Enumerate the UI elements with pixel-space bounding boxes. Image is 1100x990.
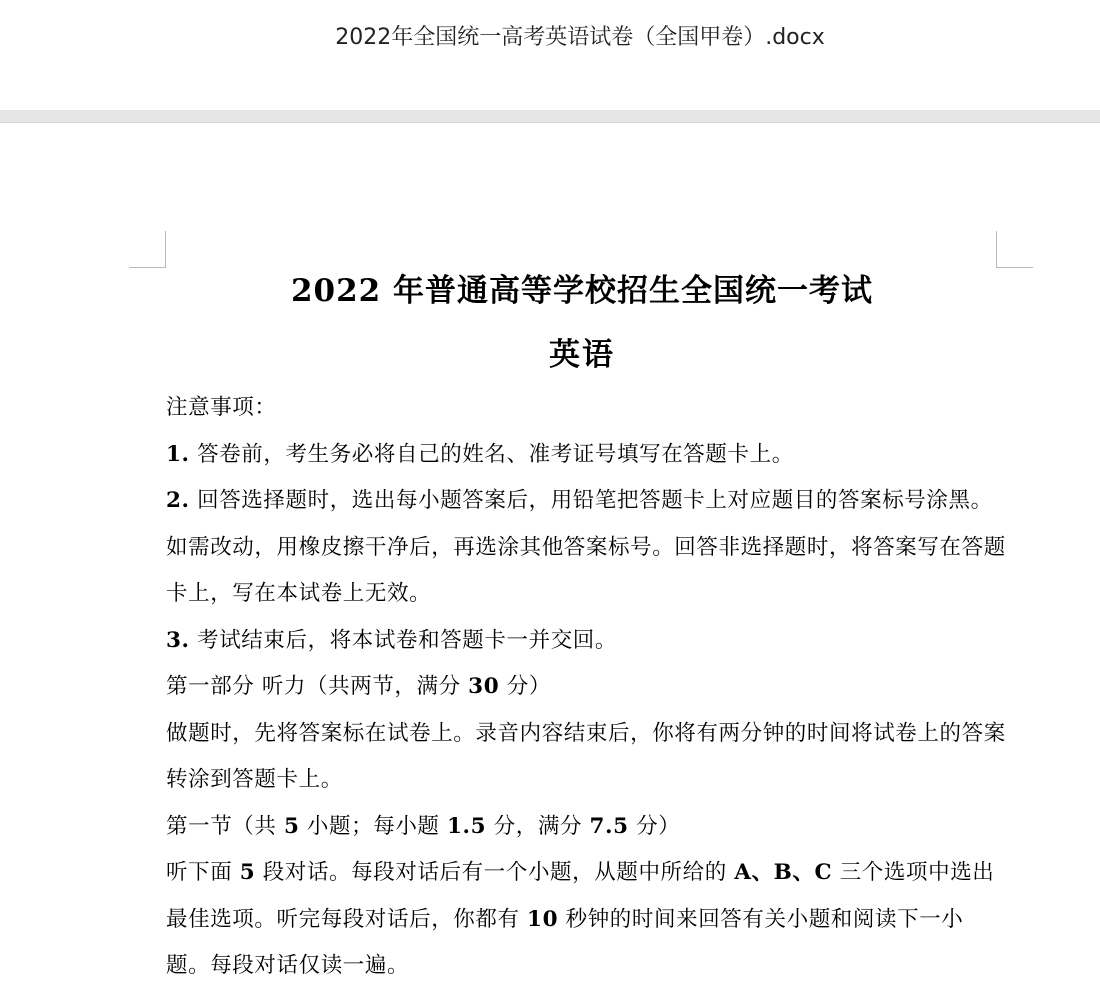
margin-corner-right [996,231,1033,268]
item-text: 考试结束后，将本试卷和答题卡一并交回。 [189,627,617,653]
exam-subject: 英语 [549,337,615,373]
item-number: 3. [166,627,190,653]
margin-corner-left [129,231,166,268]
document-file-name: 2022年全国统一高考英语试卷（全国甲卷）.docx [335,25,825,50]
title-bar [0,0,1100,110]
notice-item-1 [166,432,1006,479]
page-gap [0,110,1100,123]
notice-heading: 注意事项： [166,395,277,420]
notice-item-2 [166,478,1006,618]
part1-heading: 第一部分 听力（共两节，满分 30 分） [166,674,551,699]
item-number: 1. [166,441,190,467]
part1-instruction: 做题时，先将答案标在试卷上。录音内容结束后，你将有两分钟的时间将试卷上的答案转涂到答题卡上。 [166,720,1006,792]
item-number: 2. [166,488,190,513]
document-body [166,385,1006,990]
section1-heading: 第一节（共 5 小题；每小题 1.5 分，满分 7.5 分） [166,813,681,839]
section1-instruction: 听下面 5 段对话。每段对话后有一个小题，从题中所给的 A、B、C 三个选项中选出最佳选项。听完每段对话后，你都有 10 秒钟的时间来回答有关小题和阅读下一小题。每段对话仅读一遍。 [166,860,995,978]
exam-title: 2022 年普通高等学校招生全国统一考试 [290,273,874,309]
item-text: 答卷前，考生务必将自己的姓名、准考证号填写在答题卡上。 [189,441,794,467]
item-text: 回答选择题时，选出每小题答案后，用铅笔把答题卡上对应题目的答案标号涂黑。如需改动，用橡皮擦干净后，再选涂其他答案标号。回答非选择题时，将答案写在答题卡上，写在本试卷上无效。 [166,488,1006,606]
document-page [0,123,1100,990]
notice-item-3 [166,618,1006,665]
